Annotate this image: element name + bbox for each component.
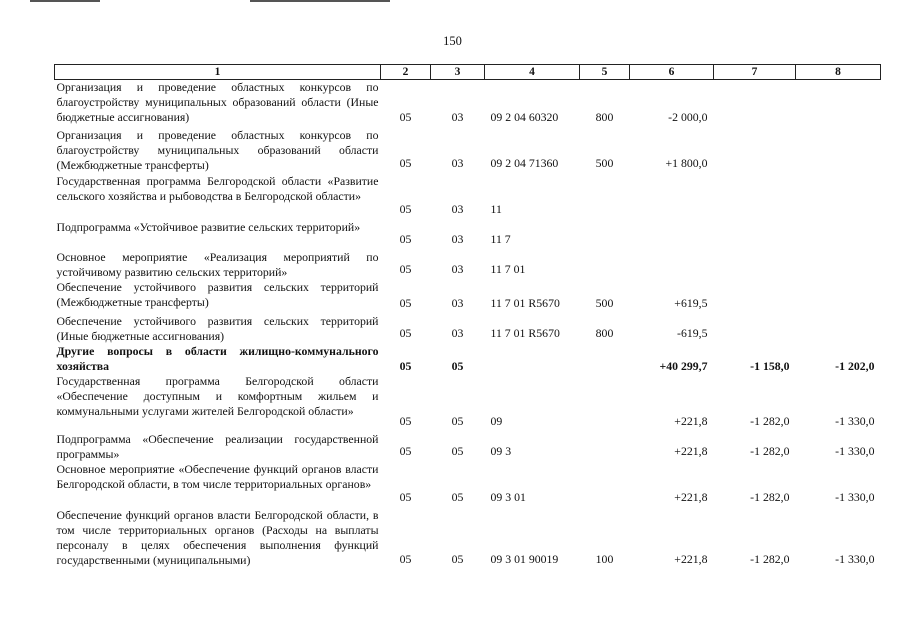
table-row: [55, 314, 881, 344]
row-name: Подпрограмма «Обеспечение реализации государственной программы»: [56, 431, 379, 461]
subsection-code: 03: [451, 295, 464, 310]
page-number: 150: [443, 34, 462, 48]
row-name: Основное мероприятие «Обеспечение функций органов власти Белгородской области, в том числе территориальных органов»: [56, 461, 379, 491]
section-code: 05: [399, 295, 412, 310]
table-row: [55, 280, 881, 314]
subsection-code: 03: [451, 325, 464, 340]
table-body: [55, 80, 881, 570]
row-name: Подпрограмма «Устойчивое развитие сельских территорий»: [56, 219, 361, 234]
amount-col7: [714, 280, 796, 314]
section-code: 05: [399, 261, 412, 276]
amount-col6: +40 299,7: [659, 358, 708, 373]
amount-col8: [796, 250, 881, 280]
amount-col6: +221,8: [674, 551, 708, 566]
target-article-code: [485, 344, 580, 374]
expense-type-code: 100: [595, 551, 614, 566]
amount-col7: [714, 314, 796, 344]
target-article-code: 11 7 01 R5670: [490, 325, 560, 340]
expense-type-code: [580, 344, 630, 374]
target-article-code: 11 7: [490, 231, 511, 246]
amount-col8: [796, 280, 881, 314]
amount-col8: [796, 220, 881, 250]
row-name: Обеспечение функций органов власти Белгородской области, в том числе территориальных органов (Расходы на выплаты персоналу в целях обеспечения выполнения функций государственными (муниципальными): [56, 507, 379, 567]
column-header: 1: [55, 65, 381, 80]
budget-table: [54, 64, 881, 570]
amount-col6: -619,5: [677, 325, 708, 340]
amount-col8: -1 330,0: [835, 489, 875, 504]
column-header: 6: [630, 65, 714, 80]
subsection-code: 03: [451, 201, 464, 216]
column-header: 4: [485, 65, 580, 80]
amount-col6: [630, 174, 714, 220]
amount-col6: +221,8: [674, 489, 708, 504]
amount-col8: -1 202,0: [835, 358, 875, 373]
table-row: [55, 220, 881, 250]
row-name: Государственная программа Белгородской области «Обеспечение доступным и комфортным жильем и коммунальными услугами жителей Белгородской области»: [56, 373, 379, 418]
section-code: 05: [399, 358, 412, 373]
subsection-code: 05: [451, 413, 464, 428]
amount-col7: -1 282,0: [750, 413, 790, 428]
target-article-code: 09: [490, 413, 503, 428]
section-code: 05: [399, 551, 412, 566]
amount-col8: [796, 80, 881, 128]
subsection-code: 05: [451, 489, 464, 504]
scan-edge-mark: [250, 0, 390, 2]
table-header: [55, 65, 881, 80]
target-article-code: 09 3 01 90019: [490, 551, 559, 566]
column-header: 7: [714, 65, 796, 80]
target-article-code: 09 3: [490, 443, 512, 458]
row-name: Обеспечение устойчивого развития сельских территорий (Межбюджетные трансферты): [56, 279, 379, 309]
expense-type-code: 500: [595, 295, 614, 310]
amount-col6: +1 800,0: [665, 155, 708, 170]
target-article-code: 11 7 01 R5670: [490, 295, 560, 310]
target-article-code: 11 7 01: [490, 261, 526, 276]
subsection-code: 05: [451, 358, 464, 373]
subsection-code: 05: [451, 443, 464, 458]
expense-type-code: 800: [595, 109, 614, 124]
row-name: Обеспечение устойчивого развития сельских территорий (Иные бюджетные ассигнования): [56, 313, 379, 343]
row-name: Государственная программа Белгородской области «Развитие сельского хозяйства и рыбоводства в Белгородской области»: [56, 173, 379, 203]
target-article-code: 09 3 01: [490, 489, 526, 504]
target-article-code: 11: [490, 201, 502, 216]
amount-col7: [714, 174, 796, 220]
expense-type-code: [580, 220, 630, 250]
amount-col6: +619,5: [674, 295, 708, 310]
amount-col6: +221,8: [674, 443, 708, 458]
table-row: [55, 80, 881, 128]
subsection-code: 03: [451, 261, 464, 276]
amount-col6: -2 000,0: [668, 109, 708, 124]
table-row: [55, 250, 881, 280]
amount-col8: [796, 128, 881, 174]
section-code: 05: [399, 325, 412, 340]
amount-col7: [714, 128, 796, 174]
table-row: [55, 374, 881, 432]
amount-col6: [630, 250, 714, 280]
target-article-code: 09 2 04 60320: [490, 109, 559, 124]
amount-col7: [714, 220, 796, 250]
expense-type-code: 800: [595, 325, 614, 340]
amount-col7: -1 282,0: [750, 551, 790, 566]
table-row: [55, 432, 881, 462]
amount-col8: [796, 174, 881, 220]
column-header: 5: [580, 65, 630, 80]
subsection-code: 03: [451, 231, 464, 246]
row-name: Основное мероприятие «Реализация мероприятий по устойчивому развитию сельских территорий»: [56, 249, 379, 279]
expense-type-code: [580, 250, 630, 280]
amount-col6: +221,8: [674, 413, 708, 428]
section-code: 05: [399, 489, 412, 504]
column-header: 3: [431, 65, 485, 80]
amount-col8: -1 330,0: [835, 443, 875, 458]
section-code: 05: [399, 155, 412, 170]
subsection-code: 03: [451, 155, 464, 170]
expense-type-code: [580, 462, 630, 508]
table-row: [55, 508, 881, 570]
row-name: Организация и проведение областных конкурсов по благоустройству муниципальных образований области (Иные бюджетные ассигнования): [56, 80, 379, 124]
column-header: 2: [381, 65, 431, 80]
section-code: 05: [399, 443, 412, 458]
amount-col7: -1 158,0: [750, 358, 790, 373]
amount-col8: -1 330,0: [835, 551, 875, 566]
subsection-code: 05: [451, 551, 464, 566]
amount-col7: -1 282,0: [750, 489, 790, 504]
amount-col7: [714, 80, 796, 128]
amount-col7: -1 282,0: [750, 443, 790, 458]
expense-type-code: [580, 174, 630, 220]
column-header: 8: [796, 65, 881, 80]
row-name: Другие вопросы в области жилищно-коммунального хозяйства: [56, 343, 379, 373]
row-name: Организация и проведение областных конкурсов по благоустройству муниципальных образований области (Межбюджетные трансферты): [56, 127, 379, 172]
scan-edge-mark: [30, 0, 100, 2]
expense-type-code: [580, 374, 630, 432]
section-code: 05: [399, 231, 412, 246]
table-row: [55, 174, 881, 220]
section-code: 05: [399, 109, 412, 124]
table-row: [55, 128, 881, 174]
amount-col6: [630, 220, 714, 250]
table-row: [55, 344, 881, 374]
expense-type-code: 500: [595, 155, 614, 170]
table-row: [55, 462, 881, 508]
amount-col8: [796, 314, 881, 344]
section-code: 05: [399, 201, 412, 216]
subsection-code: 03: [451, 109, 464, 124]
section-code: 05: [399, 413, 412, 428]
amount-col8: -1 330,0: [835, 413, 875, 428]
expense-type-code: [580, 432, 630, 462]
amount-col7: [714, 250, 796, 280]
target-article-code: 09 2 04 71360: [490, 155, 559, 170]
